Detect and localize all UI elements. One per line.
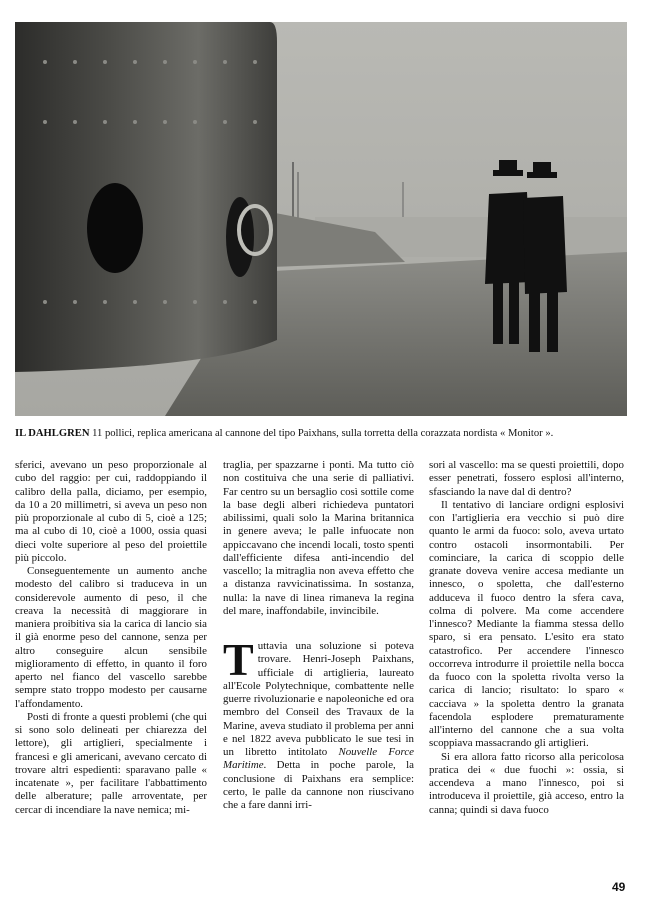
paragraph: sori al vascello: ma se questi proiettili, dopo esser penetrati, fossero esplosi all'interno, sfasciando la nave dal di dentro? [429, 459, 624, 498]
caption-label: IL DAHLGREN [15, 428, 90, 439]
text-column-3 [429, 459, 624, 817]
text-column-1 [15, 459, 207, 817]
paragraph: Posti di fronte a questi problemi (che qui si sono solo delineati per chiarezza del lettore), gli artiglieri, specialmente i francesi e gli americani, avevano cercato di trovare altri espedienti: sparavano palle « incatenate », per facilitare l'abbattimento delle alberature; palle arroventate, per cercar di incendiare la nave nemica; mi- [15, 710, 207, 816]
paragraph: traglia, per spazzarne i ponti. Ma tutto ciò non costituiva che una serie di palliativi. Far centro su un bersaglio così sottile come la base degli alberi richiedeva puntatori abilissimi, quali solo la Marina britannica in genere aveva; le palle infuocate non appiccavano che incendi locali, tosto spenti dall'efficiente difesa anti-incendio del vascello; la mitraglia non aveva effetto che a distanza ravvicinatissima. In sostanza, nulla: la nave di linea rimaneva la regina del mare, inaffondabile, invincibile. [223, 459, 414, 617]
caption-text: 11 pollici, replica americana al cannone del tipo Paixhans, sulla torretta della corazzata nordista « Monitor ». [89, 428, 554, 439]
new-section [223, 634, 414, 812]
monitor-turret-photo [15, 22, 627, 416]
paragraph: Si era allora fatto ricorso alla pericolosa pratica dei « due fuochi »: ossia, si accendeva a mano l'innesco, poi si introduceva il proiettile, già acceso, entro la canna; quindi si dava fuoco [429, 750, 624, 816]
page-number: 49 [612, 880, 626, 894]
photo-caption [15, 427, 635, 440]
paragraph: sferici, avevano un peso proporzionale al cubo del raggio: per cui, raddoppiando il calibro della palla, diciamo, per esempio, da 10 a 20 millimetri, si aveva un peso non più proporzionale al cubo di 5, cioè a 125; ma al cubo di 10, cioè a 1000, ossia quasi dieci volte superiore al peso del proiettile più piccolo. [15, 459, 207, 564]
text-column-2 [223, 459, 414, 812]
paragraph: Il tentativo di lanciare ordigni esplosivi con l'artiglieria era vecchio si può dire quanto le armi da fuoco: solo, aveva urtato contro ostacoli insormontabili. Per cominciare, la carica di scoppio delle granate doveva venire accesa mediante un innesco, o spoletta, che dall'esterno adduceva il fuoco dentro la sfera cava, colma di polvere. Ma come accendere l'innesco? Mediante la fiamma stessa dello sparo, si era pensato. L'esito era stato catastrofico. Per accendere l'innesco occorreva introdurre il proiettile nella bocca da fuoco con la spoletta rivolta verso la carica di lancio; risultato: lo sparo « cacciava » la spoletta dentro la granata facendola esplodere prematuramente all'interno del cannone che a sua volta scoppiava massacrando gli artiglieri. [429, 498, 624, 750]
drop-cap: T [223, 634, 254, 685]
book-title: Nouvelle Force Maritime [223, 746, 414, 772]
paragraph: Conseguentemente un aumento anche modesto del calibro si traduceva in un considerevole aumento di peso, il che creava la necessità di maggiorare in maniera proibitiva sia la carica di lancio sia il già enorme peso del cannone, senza per altro conseguire alcun sensibile miglioramento di effetto, in quanto il foro aperto nel fianco del vascello sarebbe sempre stato troppo modesto per causarne l'affondamento. [15, 565, 207, 710]
paragraph-text: . Detta in poche parole, la conclusione di Paixhans era semplice: certo, le palle da cannone non riuscivano che a fare danni irri- [223, 759, 414, 811]
photograph [15, 22, 627, 416]
paragraph-text: uttavia una soluzione si poteva trovare. Henri-Joseph Paixhans, ufficiale di artiglieria, laureato all'Ecole Polytechnique, combattente nelle guerre rivoluzionarie e napoleoniche ed ora membro del Conseil des Travaux de la Marine, aveva studiato il problema per anni e nel 1822 aveva pubblicato le sue tesi in un libretto intitolato [223, 640, 414, 758]
